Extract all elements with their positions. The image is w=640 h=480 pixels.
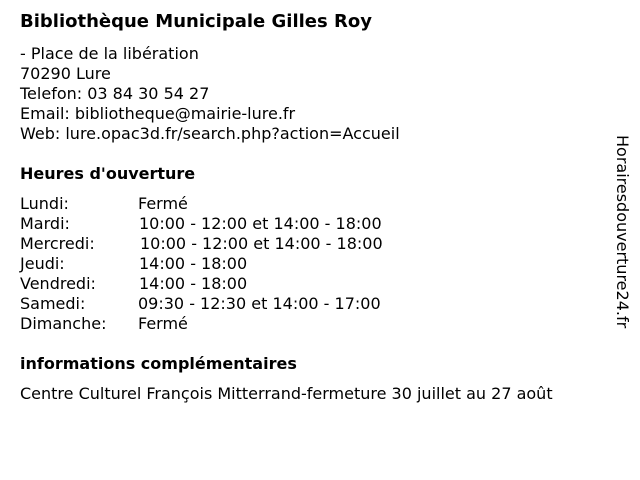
hours-time: 14:00 - 18:00	[139, 254, 248, 273]
hours-day: Samedi:	[20, 294, 86, 313]
hours-time: Fermé	[138, 194, 188, 213]
hours-day: Lundi:	[20, 194, 69, 213]
hours-time: 10:00 - 12:00 et 14:00 - 18:00	[139, 214, 382, 233]
site-watermark: Horairesdouverture24.fr	[613, 135, 632, 329]
hours-day: Mercredi:	[20, 234, 95, 253]
email-address: Email: bibliotheque@mairie-lure.fr	[20, 104, 296, 123]
website-link: Web: lure.opac3d.fr/search.php?action=Accueil	[20, 124, 400, 143]
address-street: - Place de la libération	[20, 44, 199, 63]
hours-time: 09:30 - 12:30 et 14:00 - 17:00	[138, 294, 381, 313]
address-city: 70290 Lure	[20, 64, 111, 83]
additional-info-text: Centre Culturel François Mitterrand-fermeture 30 juillet au 27 août	[20, 384, 553, 403]
hours-day: Vendredi:	[20, 274, 96, 293]
address-block	[20, 44, 400, 144]
phone-number: Telefon: 03 84 30 54 27	[20, 84, 210, 103]
hours-time: Fermé	[138, 314, 188, 333]
hours-time: 14:00 - 18:00	[139, 274, 248, 293]
hours-day: Jeudi:	[20, 254, 65, 273]
library-title: Bibliothèque Municipale Gilles Roy	[20, 11, 372, 32]
additional-info-heading: informations complémentaires	[20, 354, 297, 373]
hours-time: 10:00 - 12:00 et 14:00 - 18:00	[140, 234, 383, 253]
hours-day: Dimanche:	[20, 314, 107, 333]
hours-day: Mardi:	[20, 214, 70, 233]
opening-hours-heading: Heures d'ouverture	[20, 164, 196, 183]
